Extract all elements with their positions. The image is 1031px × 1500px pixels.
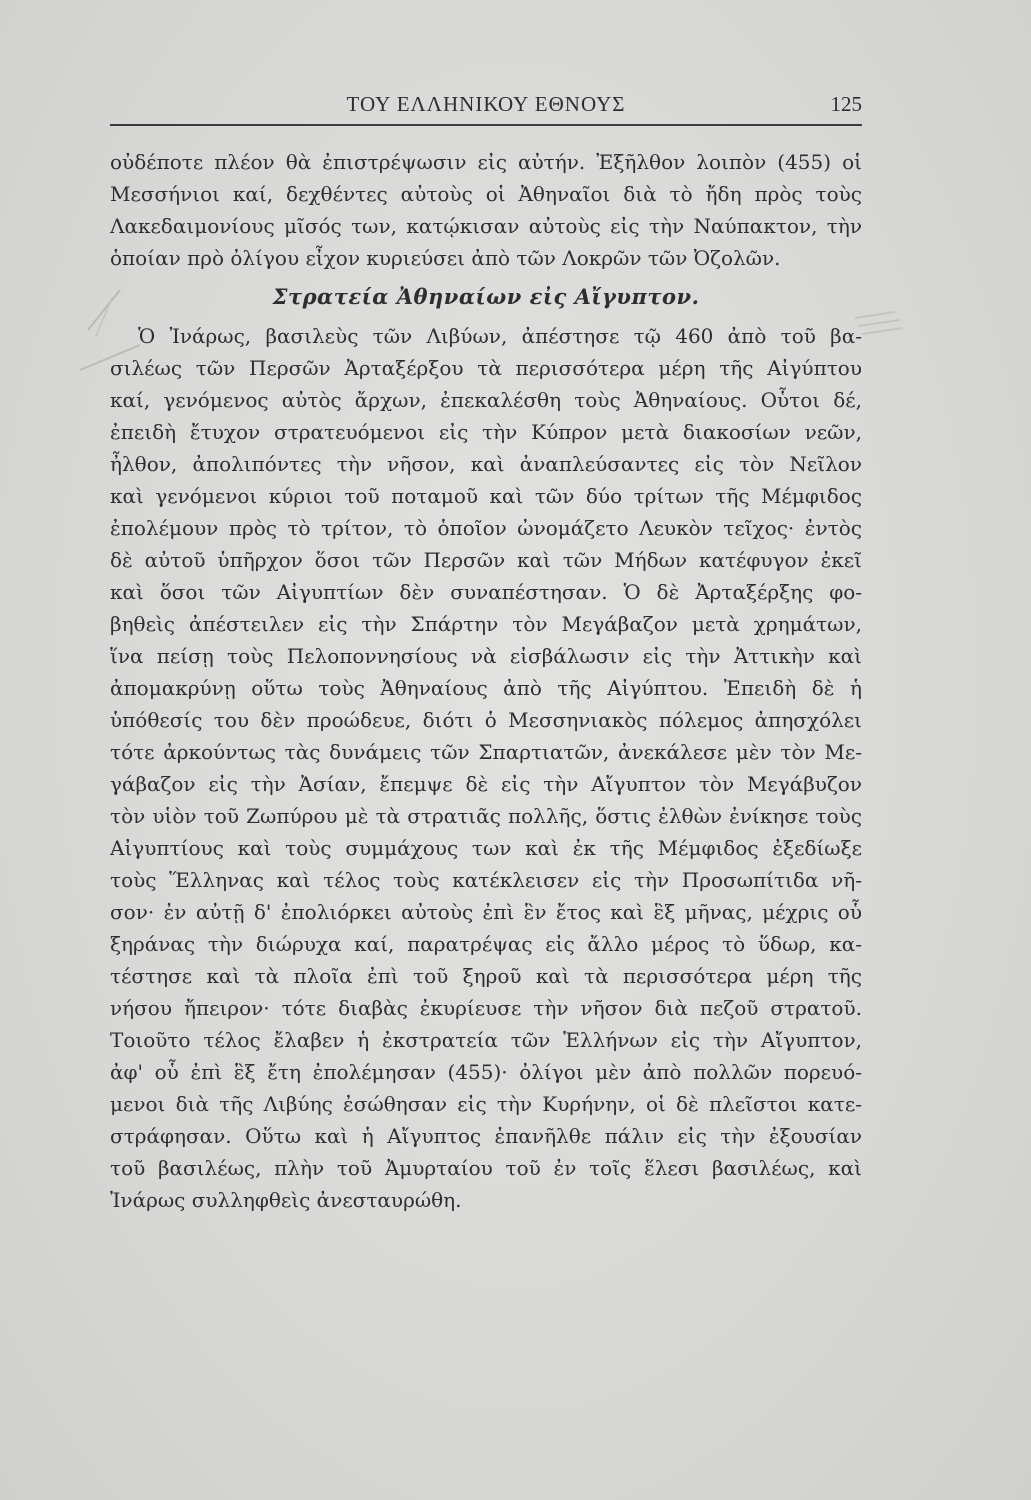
body-text xyxy=(110,146,862,1216)
text-line: ἐπολέμουν πρὸς τὸ τρίτον, τὸ ὁποῖον ὠνομάζετο Λευκὸν τεῖχος· ἐντὸς xyxy=(110,516,862,540)
text-line: ἀπομακρύνῃ οὕτω τοὺς Ἀθηναίους ἀπὸ τῆς Αἰγύπτου. Ἐπειδὴ δὲ ἡ xyxy=(110,676,862,700)
text-line: Τοιοῦτο τέλος ἔλαβεν ἡ ἐκστρατεία τῶν Ἑλλήνων εἰς τὴν Αἴγυπτον, xyxy=(110,1028,862,1052)
text-line: ἦλθον, ἀπολιπόντες τὴν νῆσον, καὶ ἀναπλεύσαντες εἰς τὸν Νεῖλον xyxy=(110,452,862,476)
text-line: βηθεὶς ἀπέστειλεν εἰς τὴν Σπάρτην τὸν Μεγάβαζον μετὰ χρημάτων, xyxy=(110,612,862,636)
header-rule xyxy=(110,124,862,126)
text-line: καὶ γενόμενοι κύριοι τοῦ ποταμοῦ καὶ τῶν δύο τρίτων τῆς Μέμφιδος xyxy=(110,484,862,508)
paragraph-1 xyxy=(110,146,862,274)
text-line: ἐπειδὴ ἔτυχον στρατευόμενοι εἰς τὴν Κύπρον μετὰ διακοσίων νεῶν, xyxy=(110,420,862,444)
text-line: σον· ἐν αὐτῇ δ' ἐπολιόρκει αὐτοὺς ἐπὶ ἓν ἔτος καὶ ἓξ μῆνας, μέχρις οὗ xyxy=(110,900,862,924)
section-heading: Στρατεία Ἀθηναίων εἰς Αἴγυπτον. xyxy=(272,284,700,309)
text-line: ἵνα πείσῃ τοὺς Πελοποννησίους νὰ εἰσβάλωσιν εἰς τὴν Ἀττικὴν καὶ xyxy=(110,644,862,668)
text-line: Αἰγυπτίους καὶ τοὺς συμμάχους των καὶ ἐκ τῆς Μέμφιδος ἐξεδίωξε xyxy=(110,836,862,860)
text-line: τέστησε καὶ τὰ πλοῖα ἐπὶ τοῦ ξηροῦ καὶ τὰ περισσότερα μέρη τῆς xyxy=(110,964,862,988)
text-line: Μεσσήνιοι καί, δεχθέντες αὐτοὺς οἱ Ἀθηναῖοι διὰ τὸ ἤδη πρὸς τοὺς xyxy=(110,182,862,206)
text-line: οὐδέποτε πλέον θὰ ἐπιστρέψωσιν εἰς αὐτήν. Ἐξῆλθον λοιπὸν (455) οἱ xyxy=(110,150,862,174)
text-line: τὸν υἱὸν τοῦ Ζωπύρου μὲ τὰ στρατιᾶς πολλῆς, ὅστις ἐλθὼν ἐνίκησε τοὺς xyxy=(110,804,862,828)
text-line: νήσου ἤπειρον· τότε διαβὰς ἐκυρίευσε τὴν νῆσον διὰ πεζοῦ στρατοῦ. xyxy=(110,996,862,1020)
text-line: ξηράνας τὴν διώρυχα καί, παρατρέψας εἰς ἄλλο μέρος τὸ ὕδωρ, κα- xyxy=(110,932,862,956)
text-line: δὲ αὐτοῦ ὑπῆρχον ὅσοι τῶν Περσῶν καὶ τῶν Μήδων κατέφυγον ἐκεῖ xyxy=(110,548,862,572)
page-number: 125 xyxy=(830,92,862,116)
text-line: Λακεδαιμονίους μῖσός των, κατῴκισαν αὐτοὺς εἰς τὴν Ναύπακτον, τὴν xyxy=(110,214,862,238)
text-line: στράφησαν. Οὕτω καὶ ἡ Αἴγυπτος ἐπανῆλθε πάλιν εἰς τὴν ἐξουσίαν xyxy=(110,1124,862,1148)
text-line: τοῦ βασιλέως, πλὴν τοῦ Ἀμυρταίου τοῦ ἐν τοῖς ἕλεσι βασιλέως, καὶ xyxy=(110,1156,862,1180)
running-head xyxy=(110,90,862,126)
text-line: γάβαζον εἰς τὴν Ἀσίαν, ἔπεμψε δὲ εἰς τὴν Αἴγυπτον τὸν Μεγάβυζον xyxy=(110,772,862,796)
text-line: τοὺς Ἕλληνας καὶ τέλος τοὺς κατέκλεισεν εἰς τὴν Προσωπίτιδα νῆ- xyxy=(110,868,862,892)
paragraph-2 xyxy=(110,320,862,1216)
text-line: ἀφ' οὗ ἐπὶ ἓξ ἔτη ἐπολέμησαν (455)· ὀλίγοι μὲν ἀπὸ πολλῶν πορευό- xyxy=(110,1060,862,1084)
text-line: καί, γενόμενος αὐτὸς ἄρχων, ἐπεκαλέσθη τοὺς Ἀθηναίους. Οὗτοι δέ, xyxy=(110,388,862,412)
text-line: μενοι διὰ τῆς Λιβύης ἐσώθησαν εἰς τὴν Κυρήνην, οἱ δὲ πλεῖστοι κατε- xyxy=(110,1092,862,1116)
text-line: ὑπόθεσίς του δὲν προώδευε, διότι ὁ Μεσσηνιακὸς πόλεμος ἀπησχόλει xyxy=(110,708,862,732)
text-line: σιλέως τῶν Περσῶν Ἀρταξέρξου τὰ περισσότερα μέρη τῆς Αἰγύπτου xyxy=(110,356,862,380)
text-line: Ὁ Ἰνάρως, βασιλεὺς τῶν Λιβύων, ἀπέστησε τῷ 460 ἀπὸ τοῦ βα- xyxy=(138,324,862,348)
heading-side-scribble xyxy=(855,312,902,334)
text-line: καὶ ὅσοι τῶν Αἰγυπτίων δὲν συναπέστησαν. Ὁ δὲ Ἀρταξέρξης φο- xyxy=(110,580,862,604)
running-title: ΤΟΥ ΕΛΛΗΝΙΚΟΥ ΕΘΝΟΥΣ xyxy=(346,92,626,116)
text-line: Ἰνάρως συλληφθεὶς ἀνεσταυρώθη. xyxy=(110,1188,462,1212)
text-line: τότε ἀρκούντως τὰς δυνάμεις τῶν Σπαρτιατῶν, ἀνεκάλεσε μὲν τὸν Με- xyxy=(110,740,862,764)
text-line: ὁποίαν πρὸ ὀλίγου εἶχον κυριεύσει ἀπὸ τῶν Λοκρῶν τῶν Ὀζολῶν. xyxy=(110,246,781,270)
